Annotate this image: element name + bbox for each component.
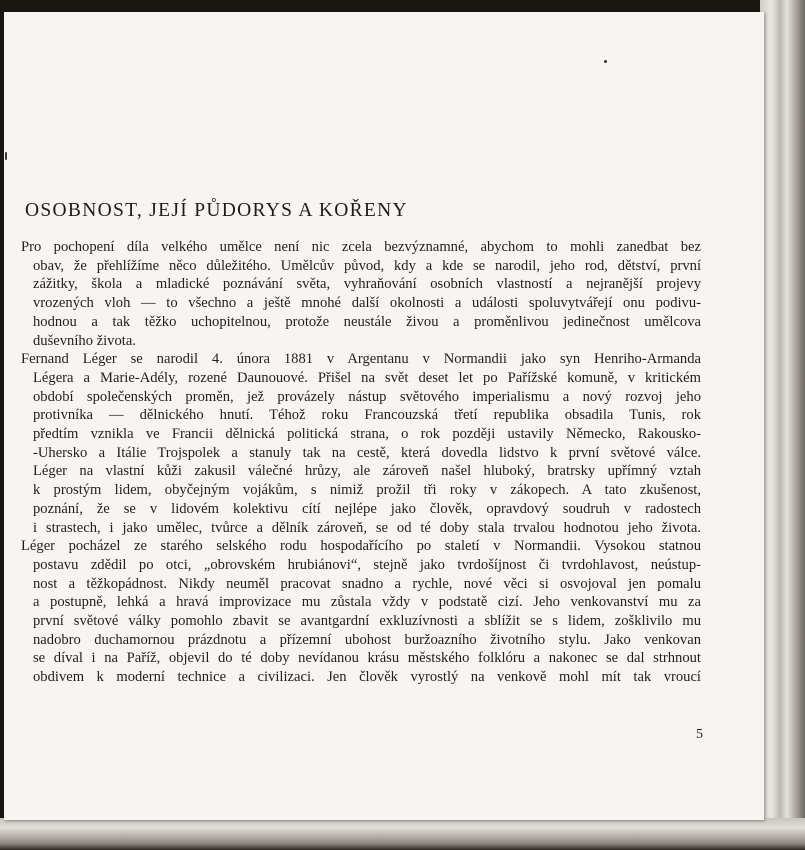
text-line: -Uhersko a Itálie Trojspolek a stanuly tak na cestě, která dovedla lidstvo k první světové válce. <box>33 444 701 461</box>
paragraph-2 <box>21 350 701 537</box>
text-line: Pro pochopení díla velkého umělce není nic zcela bezvýznamné, abychom to mohli zanedbat bez <box>21 239 701 255</box>
text-line: období společenských proměn, jež provázely nástup světového imperialismu a nový rozvoj jeho <box>33 388 701 405</box>
text-line: k prostým lidem, obyčejným vojákům, s nimiž prožil tři roky v zákopech. A tato zkušenost, <box>33 482 701 499</box>
text-line: předtím vznikla ve Francii dělnická politická strana, o rok později ustavily Německo, Rakousko- <box>33 426 701 443</box>
text-line: zážitky, škola a mladické poznávání světa, vyhraňování osobních vlastností a nejranější projevy <box>33 276 701 293</box>
chapter-heading: OSOBNOST, JEJÍ PŮDORYS A KOŘENY <box>25 200 408 221</box>
text-line: Léger pocházel ze starého selského rodu hospodařícího po staletí v Normandii. Vysokou statnou <box>21 538 701 555</box>
text-line: poznání, že se v lidovém kolektivu cítí nejlépe jako člověk, opravdový soudruh v radostech <box>33 500 701 517</box>
book-page-edges-right <box>760 0 805 850</box>
text-line: a postupně, lehká a hravá improvizace mu zůstala vždy v podstatě cizí. Jeho venkovanství mu za <box>33 594 701 611</box>
text-line: se díval i na Paříž, objevil do té doby nevídanou krásu městského folklóru a nakonec se dal strhnout <box>33 650 701 667</box>
paper-speck <box>604 60 607 63</box>
text-line: postavu zdědil po otci, „obrovském hrubiánovi“, stejně jako tvrdošíjnost či tvrdohlavost, neústup- <box>33 556 701 573</box>
book-page-edges-bottom <box>0 818 805 850</box>
text-line: protivníka — dělnického hnutí. Téhož roku Francouzská třetí republika obsadila Tunis, rok <box>33 407 701 424</box>
paragraph-3 <box>21 537 701 687</box>
text-line: nost a těžkopádnost. Nikdy neuměl pracovat snadno a rychle, nové věci si osvojoval jen pomalu <box>33 575 701 592</box>
text-line: první světové války pomohlo zbavit se avantgardní exkluzívnosti a sblížit se s lidem, zošklivilo mu <box>33 613 701 630</box>
text-line: Fernand Léger se narodil 4. února 1881 v Argentanu v Normandii jako syn Henriho-Armanda <box>21 351 701 368</box>
text-line: hodnou a tak těžko uchopitelnou, protože neustále živou a proměnlivou jedinečnost umělcova <box>33 313 701 330</box>
paragraph-1 <box>21 238 701 350</box>
text-line: Léger na vlastní kůži zakusil válečné hrůzy, ale zároveň našel hluboký, bratrsky upřímný vztah <box>33 463 701 480</box>
text-line: duševního života. <box>33 332 136 349</box>
text-line: obav, že přehlížíme něco důležitého. Umělcův původ, kdy a kde se narodil, jeho rod, dětství, první <box>33 257 701 274</box>
paper-speck <box>5 152 7 160</box>
page-number: 5 <box>696 727 703 742</box>
text-line: i strastech, i jako umělec, tvůrce a dělník zároveň, se od té doby stala trvalou hodnotou jeho života. <box>33 519 701 536</box>
text-line: nadobro duchamornou prázdnotu a přízemní ubohost buržoazního životního stylu. Jako venkovan <box>33 631 701 648</box>
body-text <box>21 238 701 687</box>
text-line: obdivem k moderní technice a civilizaci. Jen člověk vyrostlý na venkově mohl mít tak vroucí <box>33 669 701 686</box>
text-line: Légera a Marie-Adély, rozené Daunouové. Přišel na svět deset let po Pařížské komuně, v kritickém <box>33 369 701 386</box>
book-page <box>4 12 764 820</box>
text-line: vrozených vloh — to všechno a ještě mnohé další okolnosti a události spoluvytvářejí onu podivu- <box>33 295 701 312</box>
